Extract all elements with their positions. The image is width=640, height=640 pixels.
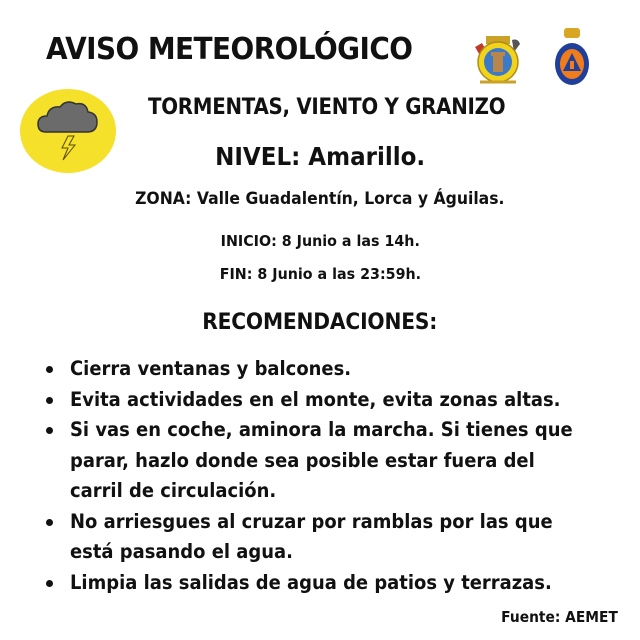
page-title: AVISO METEOROLÓGICO: [46, 32, 413, 67]
recommendations-list: [44, 354, 624, 598]
proteccion-civil-icon: [552, 26, 592, 88]
bullet-icon: [46, 519, 53, 526]
alert-end: FIN: 8 Junio a las 23:59h.: [219, 265, 421, 283]
bullet-icon: [46, 397, 53, 404]
list-item: No arriesgues al cruzar por ramblas por las que está pasando el agua.: [44, 507, 624, 568]
alert-start: INICIO: 8 Junio a las 14h.: [220, 232, 420, 250]
alert-level: NIVEL: Amarillo.: [214, 142, 425, 171]
bullet-icon: [46, 427, 53, 434]
bullet-icon: [46, 580, 53, 587]
source-credit: Fuente: AEMET: [501, 608, 618, 626]
lorca-coat-of-arms-icon: [474, 30, 522, 88]
list-item: Evita actividades en el monte, evita zonas altas.: [44, 385, 624, 416]
list-item: Cierra ventanas y balcones.: [44, 354, 624, 385]
alert-type: TORMENTAS, VIENTO Y GRANIZO: [148, 95, 506, 120]
list-item: Si vas en coche, aminora la marcha. Si tienes que parar, hazlo donde sea posible estar fuera del carril de circulación.: [44, 415, 624, 507]
bullet-icon: [46, 366, 53, 373]
list-item: Limpia las salidas de agua de patios y terrazas.: [44, 568, 624, 599]
recommendations-heading: RECOMENDACIONES:: [202, 310, 438, 335]
alert-zone: ZONA: Valle Guadalentín, Lorca y Águilas.: [135, 189, 505, 209]
